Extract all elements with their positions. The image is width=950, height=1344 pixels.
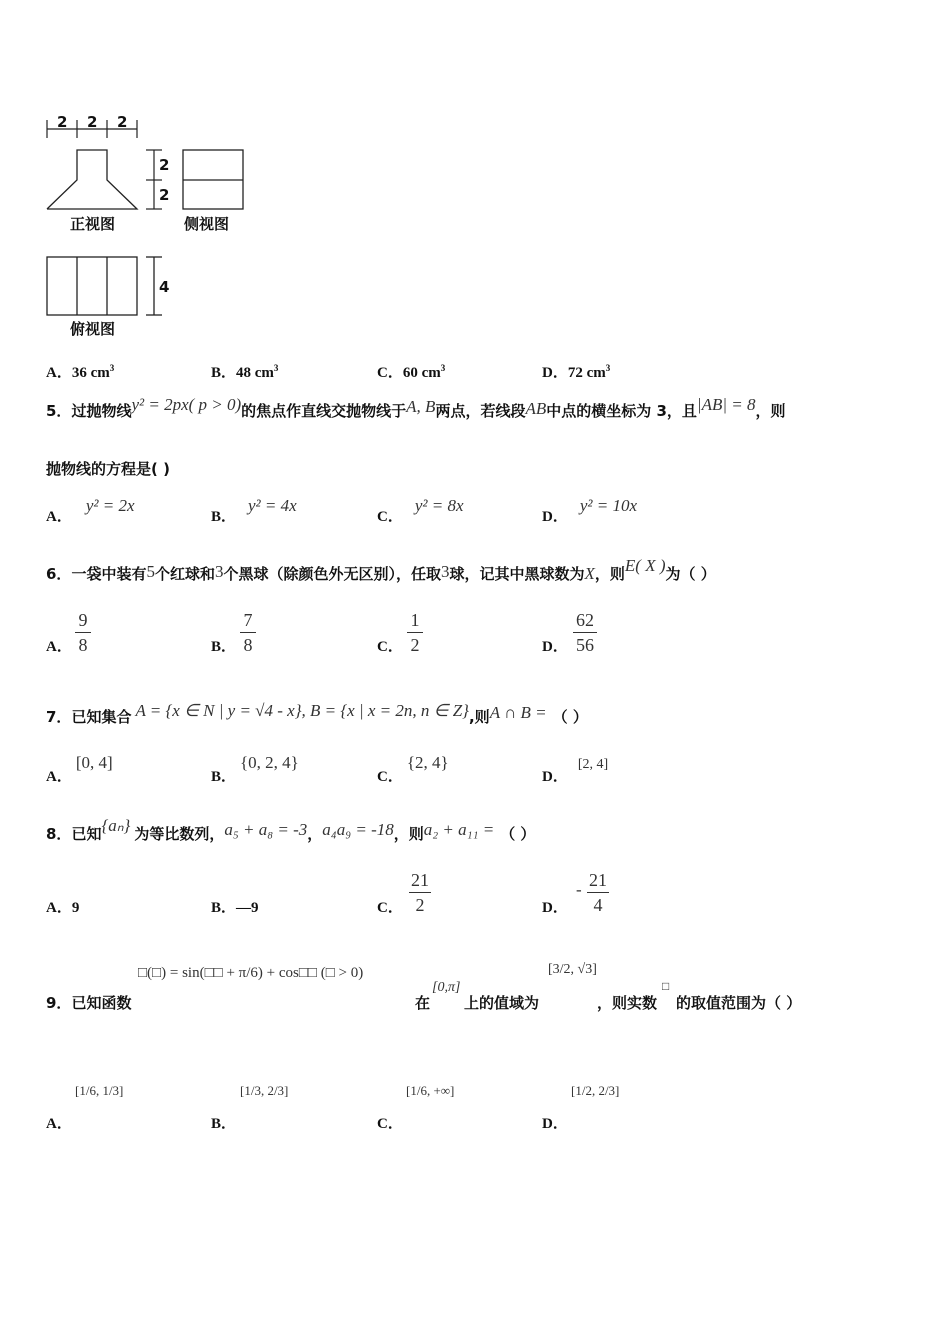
denominator: 56 xyxy=(576,635,594,655)
option-sup: 3 xyxy=(605,363,611,373)
parabola-equation: y² = 2px( p > 0) xyxy=(131,395,242,414)
option-math: y² = 4x xyxy=(248,496,297,515)
option-letter: C． xyxy=(377,365,403,381)
denominator: 8 xyxy=(78,635,88,655)
q6-stem xyxy=(46,556,716,584)
q7-option-b[interactable] xyxy=(211,752,299,785)
q7-option-a[interactable] xyxy=(46,752,113,785)
dim-top-1: 2 xyxy=(57,113,68,131)
stem-text: 已知 xyxy=(71,825,102,843)
option-letter: A． xyxy=(46,509,72,525)
option-letter: B． xyxy=(211,769,237,785)
denominator: 8 xyxy=(243,635,253,655)
q5-option-b[interactable] xyxy=(211,495,297,525)
q9-var-image: □ xyxy=(662,979,670,993)
option-text: 48 cm xyxy=(236,365,274,381)
dim-top-3: 2 xyxy=(117,113,128,131)
option-text: 72 cm xyxy=(567,365,606,381)
stem-text: 一袋中装有 xyxy=(71,565,147,583)
q9-stem-end: 的取值范围为（ ） xyxy=(676,994,802,1012)
denominator: 2 xyxy=(415,895,425,915)
top-view-label: 俯视图 xyxy=(70,320,116,338)
q9-option-d-letter[interactable]: D． xyxy=(542,1116,568,1132)
q6-option-a-letter[interactable]: A． xyxy=(46,639,72,655)
q8-option-b[interactable] xyxy=(211,896,259,917)
question-number: 8． xyxy=(46,825,72,843)
stem-text: 中点的横坐标为 3，且 xyxy=(546,402,697,420)
option-text: —9 xyxy=(236,900,259,916)
numerator: 1 xyxy=(410,610,420,630)
option-letter: D． xyxy=(542,365,568,381)
q7-option-d[interactable] xyxy=(542,752,609,785)
q7-stem xyxy=(46,701,588,727)
q4-option-b[interactable] xyxy=(211,361,278,382)
stem-text: 已知函数 xyxy=(71,994,132,1012)
option-letter: B． xyxy=(211,509,237,525)
option-math: [0, 4] xyxy=(75,753,113,772)
option-math: {0, 2, 4} xyxy=(240,753,299,772)
option-letter: B． xyxy=(211,365,237,381)
denominator: 2 xyxy=(410,635,420,655)
q9-option-c-math[interactable]: [1/6, +∞] xyxy=(406,1083,455,1098)
option-sup: 3 xyxy=(440,363,446,373)
numerator: 9 xyxy=(78,610,88,630)
q9-option-d-math[interactable]: [1/2, 2/3] xyxy=(571,1083,620,1098)
option-letter: B． xyxy=(211,900,237,916)
front-view-label: 正视图 xyxy=(70,215,116,233)
numerator: 62 xyxy=(576,610,594,630)
dim-top-2: 2 xyxy=(87,113,98,131)
option-text: 9 xyxy=(71,900,80,916)
q8-option-c-fraction[interactable] xyxy=(409,869,431,916)
q9-option-c-letter[interactable]: C． xyxy=(377,1116,403,1132)
stem-text: 两点，若线段 xyxy=(435,402,526,420)
q9-option-b-letter[interactable]: B． xyxy=(211,1116,237,1132)
q5-option-d[interactable] xyxy=(542,495,638,525)
q8-option-d-fraction[interactable] xyxy=(587,869,609,916)
q5-stem-line2: 抛物线的方程是( ) xyxy=(46,460,170,478)
q6-option-c-fraction[interactable] xyxy=(407,609,423,656)
q6-option-b-letter[interactable]: B． xyxy=(211,639,237,655)
option-math: y² = 8x xyxy=(414,496,464,515)
question-number: 7． xyxy=(46,708,72,726)
question-number: 9． xyxy=(46,994,72,1012)
stem-text: 个红球和 xyxy=(154,565,215,583)
stem-text: 为等比数列， xyxy=(134,825,225,843)
option-math: y² = 10x xyxy=(579,496,638,515)
stem-text: 为（ ） xyxy=(665,565,716,583)
fraction-bar xyxy=(409,892,431,893)
numerator: 21 xyxy=(411,870,429,890)
q9-option-a-math[interactable]: [1/6, 1/3] xyxy=(75,1083,124,1098)
condition-1: a₅ + a₈ = -3 xyxy=(224,820,308,839)
q5-stem xyxy=(46,395,786,421)
option-letter: C． xyxy=(377,509,403,525)
intersection: A ∩ B = xyxy=(489,703,547,722)
option-letter: D． xyxy=(542,769,568,785)
q9-stem-real: ，则实数 xyxy=(597,994,658,1012)
question-number: 6． xyxy=(46,565,72,583)
option-text: 36 cm xyxy=(71,365,110,381)
q9-function-image: □(□) = sin(□□ + π/6) + cos□□ (□ > 0) xyxy=(138,965,364,981)
q9-interval-image: [0,π] xyxy=(432,980,461,995)
q9-range-image: [3/2, √3] xyxy=(548,962,597,977)
target-expression: a₂ + a₁₁ = xyxy=(423,820,495,839)
option-letter: C． xyxy=(377,769,403,785)
fraction-bar xyxy=(240,632,256,633)
q9-stem xyxy=(46,992,131,1013)
set-definition: A = {x ∈ N | y = √4 - x}, B = {x | x = 2n, n ∈ Z} xyxy=(135,701,469,720)
q7-option-c[interactable] xyxy=(377,752,449,785)
stem-text: 过抛物线 xyxy=(71,402,132,420)
dim-side-2: 2 xyxy=(159,186,170,204)
numerator: 21 xyxy=(589,870,607,890)
q6-option-d-fraction[interactable] xyxy=(573,609,597,656)
condition-2: a₄a₉ = -18 xyxy=(322,820,394,839)
q5-option-c[interactable] xyxy=(377,495,464,525)
option-math: [2, 4] xyxy=(577,757,609,772)
option-sup: 3 xyxy=(273,363,279,373)
stem-text: ，则 xyxy=(393,825,424,843)
stem-text: （ ） xyxy=(552,708,588,726)
expectation: E( X ) xyxy=(624,556,666,575)
stem-text: 的焦点作直线交抛物线于 xyxy=(241,402,407,420)
fraction-bar xyxy=(587,892,609,893)
black-count: 3 xyxy=(214,562,224,581)
q6-option-d-letter[interactable]: D． xyxy=(542,639,568,655)
numerator: 7 xyxy=(243,610,253,630)
side-view-label: 侧视图 xyxy=(184,215,230,233)
question-number: 5． xyxy=(46,402,72,420)
q8-option-a[interactable] xyxy=(46,896,79,917)
dim-top-view: 4 xyxy=(159,278,170,296)
stem-text: ， xyxy=(307,825,323,843)
option-sup: 3 xyxy=(109,363,115,373)
q4-option-c[interactable] xyxy=(377,361,445,382)
segment-ab: AB xyxy=(525,399,547,418)
stem-text: ，则 xyxy=(755,402,786,420)
stem-text: 已知集合 xyxy=(71,708,132,726)
stem-text: ,则 xyxy=(468,708,490,726)
q4-option-a[interactable] xyxy=(46,361,114,382)
random-variable: X xyxy=(584,564,595,583)
q6-option-c-letter[interactable]: C． xyxy=(377,639,403,655)
stem-text: 个黑球（除颜色外无区别），任取 xyxy=(223,565,441,583)
points-ab: A, B xyxy=(406,397,436,416)
q9-option-b-math[interactable]: [1/3, 2/3] xyxy=(240,1083,289,1098)
draw-count: 3 xyxy=(440,562,450,581)
q6-option-a-fraction[interactable] xyxy=(75,609,91,656)
stem-text: （ ） xyxy=(500,825,536,843)
option-math: y² = 2x xyxy=(85,496,135,515)
stem-text: ，则 xyxy=(594,565,625,583)
option-letter: D． xyxy=(542,509,568,525)
option-math: {2, 4} xyxy=(406,753,449,772)
stem-text: 球，记其中黑球数为 xyxy=(449,565,585,583)
q4-option-d[interactable] xyxy=(542,361,610,382)
q8-option-d-sign: - xyxy=(576,880,582,899)
sequence: {aₙ} xyxy=(101,816,131,835)
red-count: 5 xyxy=(146,562,155,581)
q6-option-b-fraction[interactable] xyxy=(240,609,256,656)
fraction-bar xyxy=(407,632,423,633)
dim-side-1: 2 xyxy=(159,156,170,174)
q8-stem xyxy=(46,816,536,844)
q9-stem-at: 在 xyxy=(415,994,431,1012)
q8-option-d-letter[interactable]: D． xyxy=(542,900,568,916)
q9-stem-range: 上的值域为 xyxy=(464,994,540,1012)
ab-length: |AB| = 8 xyxy=(696,395,756,414)
fraction-bar xyxy=(573,632,597,633)
option-text: 60 cm xyxy=(402,365,441,381)
option-letter: A． xyxy=(46,769,72,785)
option-letter: A． xyxy=(46,900,72,916)
q9-option-a-letter[interactable]: A． xyxy=(46,1116,72,1132)
option-letter: A． xyxy=(46,365,72,381)
denominator: 4 xyxy=(593,895,603,915)
fraction-bar xyxy=(75,632,91,633)
q5-option-a[interactable] xyxy=(46,495,135,525)
q8-option-c-letter[interactable]: C． xyxy=(377,900,403,916)
